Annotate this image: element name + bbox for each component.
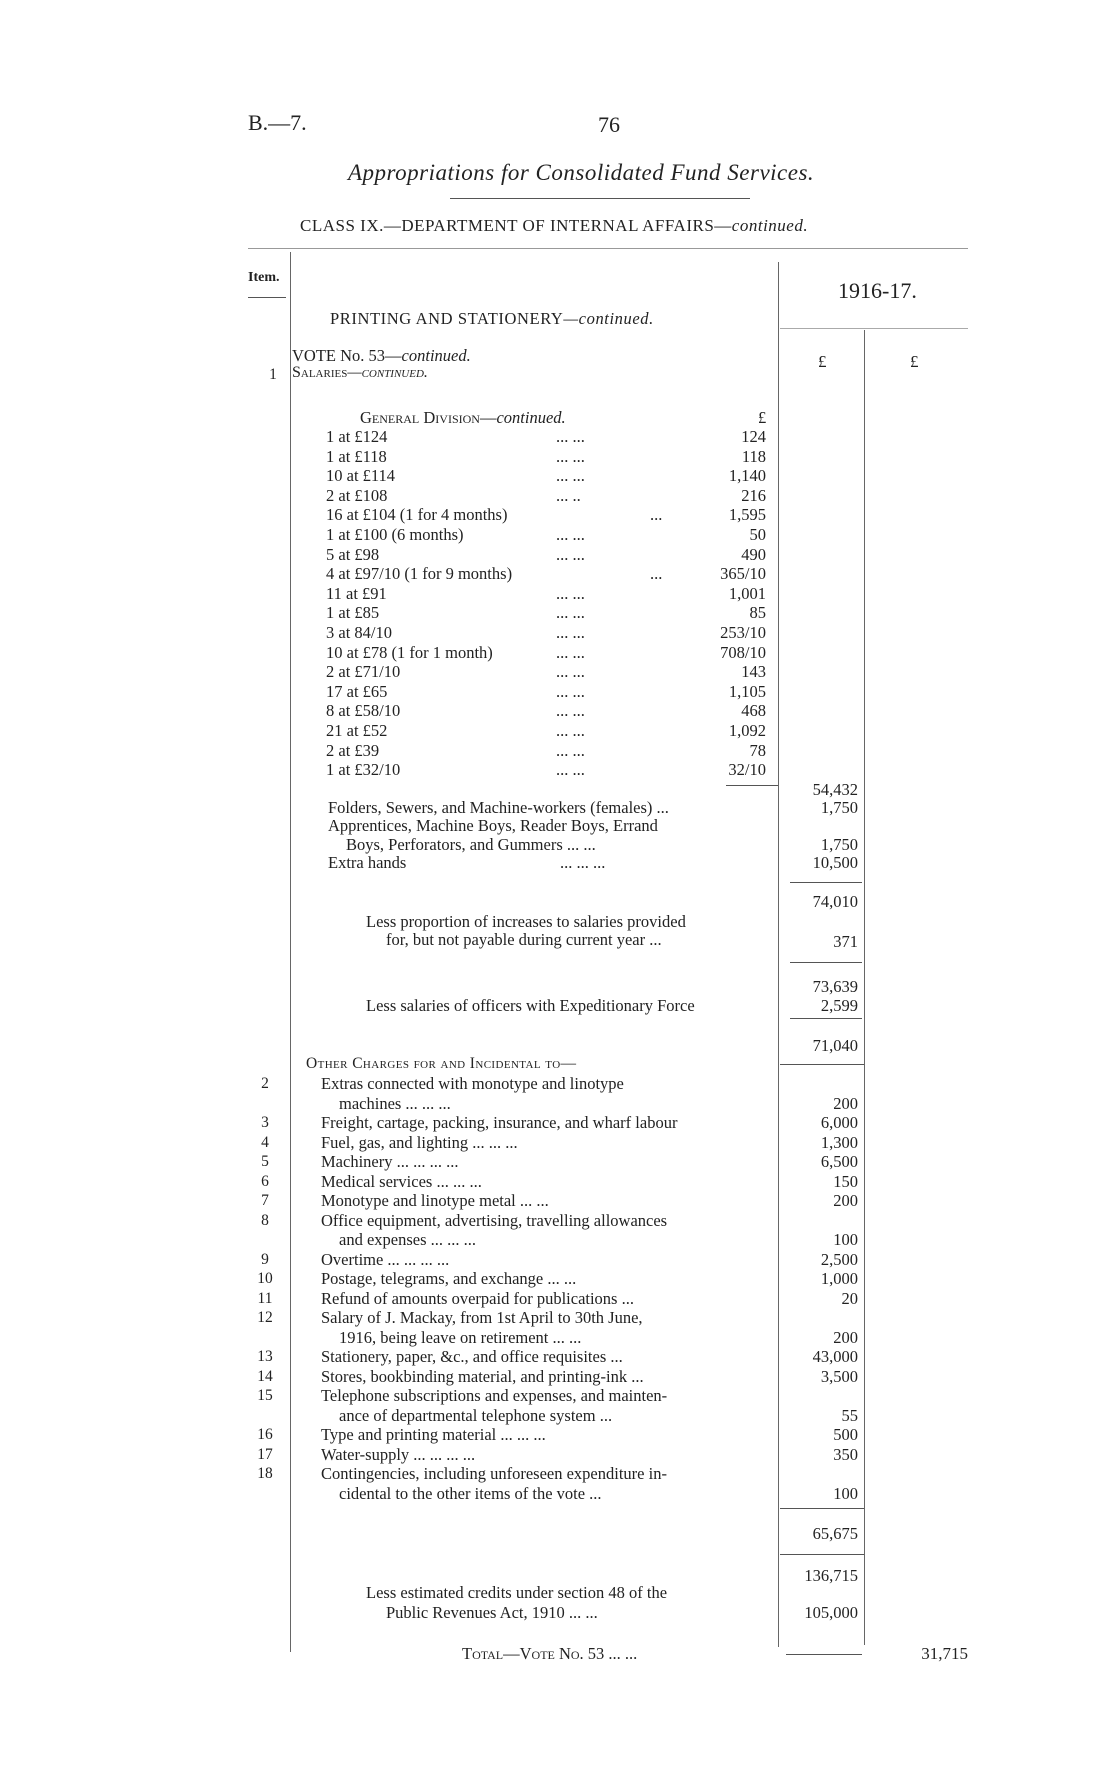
gd-row-label: 10 at £114: [326, 466, 396, 485]
other-row-label: Stores, bookbinding material, and printing-ink ...: [321, 1367, 644, 1386]
subtotal3: 71,040: [812, 1036, 858, 1055]
gd-row-label: 1 at £85: [326, 603, 380, 622]
gd-row-amount: 50: [749, 525, 766, 544]
gd-row-label: 4 at £97/10 (1 for 9 months): [326, 564, 513, 583]
other-row-item-number: 5: [261, 1153, 269, 1170]
gd-row-amount: 1,001: [728, 584, 766, 603]
other-row-label: Telephone subscriptions and expenses, and mainten-: [321, 1386, 668, 1405]
other-row-amount: 1,000: [820, 1269, 858, 1288]
gd-row-amount: 490: [741, 545, 766, 564]
page-number: 76: [598, 112, 620, 137]
total-amount: 31,715: [921, 1644, 968, 1663]
other-row-item-number: 14: [257, 1368, 273, 1385]
gd-row-amount: 118: [741, 447, 766, 466]
class-heading: [300, 216, 808, 236]
apprentices-amount: 1,750: [820, 835, 858, 854]
other-row-item-number: 9: [261, 1251, 269, 1268]
gd-row-label: 1 at £32/10: [326, 760, 401, 779]
item-label-rule: [248, 297, 286, 298]
amount-column-divider-a: [778, 262, 779, 1647]
other-row-item-number: 12: [257, 1309, 273, 1326]
other-row-item-number: 7: [261, 1192, 269, 1209]
other-row-item-number: 16: [257, 1426, 273, 1443]
section-heading-text: PRINTING AND STATIONERY: [330, 309, 564, 328]
salaries-heading-suffix: —continued.: [347, 364, 428, 381]
gd-row-label: 21 at £52: [326, 721, 388, 740]
other-row-item-number: 10: [257, 1270, 273, 1287]
item-column-divider: [290, 252, 291, 1652]
other-row-label: Contingencies, including unforeseen expenditure in-: [321, 1464, 667, 1483]
gd-row-amount: 85: [749, 603, 766, 622]
less-ef-label: Less salaries of officers with Expeditionary Force: [366, 996, 695, 1015]
gd-row-dots: ... ...: [556, 447, 585, 466]
vote-heading: [292, 346, 471, 366]
gd-row-label: 11 at £91: [326, 584, 387, 603]
section-heading-suffix: —continued.: [563, 309, 654, 328]
gd-row-amount: 216: [741, 486, 766, 505]
gd-row-label: 17 at £65: [326, 682, 388, 701]
other-row-label-cont: ance of departmental telephone system ...: [339, 1406, 613, 1425]
credits-line2: Public Revenues Act, 1910 ... ...: [386, 1603, 598, 1622]
salaries-heading-text: Salaries: [292, 364, 348, 381]
other-row-label: Office equipment, advertising, travelling allowances: [321, 1211, 668, 1230]
other-row-label: Water-supply ... ... ... ...: [321, 1445, 476, 1464]
gd-row-dots: ... ...: [556, 662, 585, 681]
salaries-item-number: 1: [269, 366, 277, 383]
gd-row-dots: ... ...: [556, 682, 585, 701]
gd-row-amount: 143: [741, 662, 766, 681]
other-row-item-number: 17: [257, 1446, 273, 1463]
other-row-label: Machinery ... ... ... ...: [321, 1152, 459, 1171]
gd-row-label: 3 at 84/10: [326, 623, 392, 642]
other-row-amount: 100: [833, 1230, 858, 1249]
other-row-label-cont: 1916, being leave on retirement ... ...: [339, 1328, 582, 1347]
other-row-amount: 3,500: [820, 1367, 858, 1386]
apprentices-line1: Apprentices, Machine Boys, Reader Boys, Errand: [328, 816, 658, 835]
title-rule: [450, 198, 750, 199]
other-row-item-number: 13: [257, 1348, 273, 1365]
less-proportion-line2: for, but not payable during current year ...: [386, 930, 662, 949]
other-total-rule: [780, 1508, 864, 1509]
other-row-amount: 200: [833, 1191, 858, 1210]
class-heading-text: CLASS IX.—DEPARTMENT OF INTERNAL AFFAIRS—: [300, 216, 732, 235]
other-row-label: Refund of amounts overpaid for publications ...: [321, 1289, 634, 1308]
gd-row-label: 1 at £100 (6 months): [326, 525, 464, 544]
subtotal2-rule: [790, 962, 862, 963]
subtotal2: 73,639: [812, 977, 858, 996]
amount-column-divider-b: [864, 330, 865, 1645]
gd-row-amount: 1,140: [728, 466, 766, 485]
other-row-amount: 55: [841, 1406, 858, 1425]
credits-line1: Less estimated credits under section 48 of the: [366, 1583, 668, 1602]
gd-row-label: 2 at £71/10: [326, 662, 401, 681]
other-row-item-number: 6: [261, 1173, 269, 1190]
subtotal1-rule: [790, 882, 862, 883]
gd-row-amount: 708/10: [720, 643, 766, 662]
gd-row-dots: ... ...: [556, 584, 585, 603]
gd-row-amount: 78: [749, 741, 766, 760]
gd-row-dots: ... ...: [556, 427, 585, 446]
gd-row-amount: 1,595: [728, 505, 766, 524]
general-division-suffix: continued.: [496, 408, 566, 427]
total-rule: [786, 1654, 862, 1655]
other-row-label: Fuel, gas, and lighting ... ... ...: [321, 1133, 518, 1152]
gd-row-dots: ... ...: [556, 545, 585, 564]
grand-subtotal: 136,715: [804, 1566, 858, 1585]
gd-row-dots: ... ...: [556, 701, 585, 720]
class-heading-suffix: continued.: [731, 216, 809, 235]
extra-label: Extra hands: [328, 853, 407, 872]
gd-row-dots: ... ...: [556, 760, 585, 779]
page-ref: B.—7.: [248, 110, 307, 135]
other-row-item-number: 4: [261, 1134, 269, 1151]
gd-row-dots: ... ...: [556, 525, 585, 544]
gd-row-label: 5 at £98: [326, 545, 380, 564]
gd-row-amount: 1,105: [728, 682, 766, 701]
gd-row-label: 2 at £108: [326, 486, 388, 505]
gd-row-amount: 32/10: [728, 760, 766, 779]
other-row-item-number: 2: [261, 1075, 269, 1092]
grand-subtotal-rule: [780, 1554, 864, 1555]
other-row-amount: 100: [833, 1484, 858, 1503]
subtotal3-rule: [790, 1018, 862, 1019]
other-row-label: Monotype and linotype metal ... ...: [321, 1191, 549, 1210]
gd-row-amount: 468: [741, 701, 766, 720]
other-row-amount: 200: [833, 1328, 858, 1347]
item-column-label: Item.: [248, 270, 280, 285]
other-row-item-number: 18: [257, 1465, 273, 1482]
year-heading: 1916-17.: [838, 278, 917, 303]
other-row-amount: 200: [833, 1094, 858, 1113]
gd-row-amount: 1,092: [728, 721, 766, 740]
gd-row-dots: ... ...: [556, 643, 585, 662]
gd-row-label: 16 at £104 (1 for 4 months): [326, 505, 508, 524]
gd-row-dots: ...: [650, 564, 663, 583]
gd-row-label: 8 at £58/10: [326, 701, 401, 720]
header-rule: [248, 248, 968, 249]
less-proportion-amount: 371: [833, 932, 858, 951]
gd-row-label: 1 at £118: [326, 447, 387, 466]
other-row-label: Stationery, paper, &c., and office requisites ...: [321, 1347, 623, 1366]
gd-row-amount: 365/10: [720, 564, 766, 583]
section-heading: [330, 309, 654, 329]
gd-row-label: 10 at £78 (1 for 1 month): [326, 643, 493, 662]
gd-row-amount: 253/10: [720, 623, 766, 642]
page-title: Appropriations for Consolidated Fund Services.: [348, 160, 815, 185]
other-row-amount: 350: [833, 1445, 858, 1464]
general-division-text: General Division—: [360, 408, 497, 427]
other-row-amount: 2,500: [820, 1250, 858, 1269]
currency-col-c: £: [758, 408, 767, 427]
gd-row-dots: ... ...: [556, 466, 585, 485]
other-row-amount: 1,300: [820, 1133, 858, 1152]
year-rule: [780, 328, 968, 329]
general-division-heading: [360, 408, 566, 428]
extra-dots: ... ... ...: [560, 853, 606, 872]
other-row-amount: 150: [833, 1172, 858, 1191]
gd-row-label: 1 at £124: [326, 427, 388, 446]
other-heading-rule: [780, 1064, 864, 1065]
gd-row-dots: ... ...: [556, 741, 585, 760]
currency-col-a: £: [818, 352, 827, 371]
folders-label: Folders, Sewers, and Machine-workers (females) ...: [328, 798, 669, 817]
gd-row-dots: ... ...: [556, 623, 585, 642]
other-row-label: Salary of J. Mackay, from 1st April to 30th June,: [321, 1308, 643, 1327]
salaries-heading: [292, 364, 428, 382]
other-row-amount: 43,000: [812, 1347, 858, 1366]
gd-total-rule: [726, 785, 778, 786]
vote-heading-suffix: continued.: [401, 346, 471, 365]
other-row-amount: 20: [841, 1289, 858, 1308]
other-row-item-number: 3: [261, 1114, 269, 1131]
other-row-label-cont: cidental to the other items of the vote ...: [339, 1484, 602, 1503]
subtotal1: 74,010: [812, 892, 858, 911]
other-row-label: Overtime ... ... ... ...: [321, 1250, 450, 1269]
other-row-label-cont: and expenses ... ... ...: [339, 1230, 477, 1249]
folders-amount: 1,750: [820, 798, 858, 817]
gd-row-amount: 124: [741, 427, 766, 446]
gd-row-dots: ... ...: [556, 721, 585, 740]
gd-row-dots: ... ..: [556, 486, 581, 505]
other-row-amount: 6,000: [820, 1113, 858, 1132]
other-row-item-number: 11: [257, 1290, 273, 1307]
credits-amount: 105,000: [804, 1603, 858, 1622]
other-row-label: Extras connected with monotype and linotype: [321, 1074, 624, 1093]
vote-heading-text: VOTE No. 53—: [292, 346, 402, 365]
gd-total: 54,432: [812, 780, 858, 799]
other-row-label: Postage, telegrams, and exchange ... ...: [321, 1269, 577, 1288]
other-row-amount: 6,500: [820, 1152, 858, 1171]
gd-row-dots: ... ...: [556, 603, 585, 622]
other-row-label-cont: machines ... ... ...: [339, 1094, 451, 1113]
other-row-item-number: 15: [257, 1387, 273, 1404]
other-row-label: Medical services ... ... ...: [321, 1172, 482, 1191]
total-label: Total—Vote No. 53 ... ...: [462, 1644, 638, 1663]
gd-row-label: 2 at £39: [326, 741, 380, 760]
extra-amount: 10,500: [812, 853, 858, 872]
less-proportion-line1: Less proportion of increases to salaries provided: [366, 912, 686, 931]
other-row-amount: 500: [833, 1425, 858, 1444]
currency-col-b: £: [910, 352, 919, 371]
apprentices-line2: Boys, Perforators, and Gummers ... ...: [346, 835, 596, 854]
other-row-label: Freight, cartage, packing, insurance, and wharf labour: [321, 1113, 678, 1132]
other-row-item-number: 8: [261, 1212, 269, 1229]
less-ef-amount: 2,599: [820, 996, 858, 1015]
other-row-label: Type and printing material ... ... ...: [321, 1425, 546, 1444]
other-total: 65,675: [812, 1524, 858, 1543]
other-charges-heading: Other Charges for and Incidental to—: [306, 1055, 577, 1072]
gd-row-dots: ...: [650, 505, 663, 524]
